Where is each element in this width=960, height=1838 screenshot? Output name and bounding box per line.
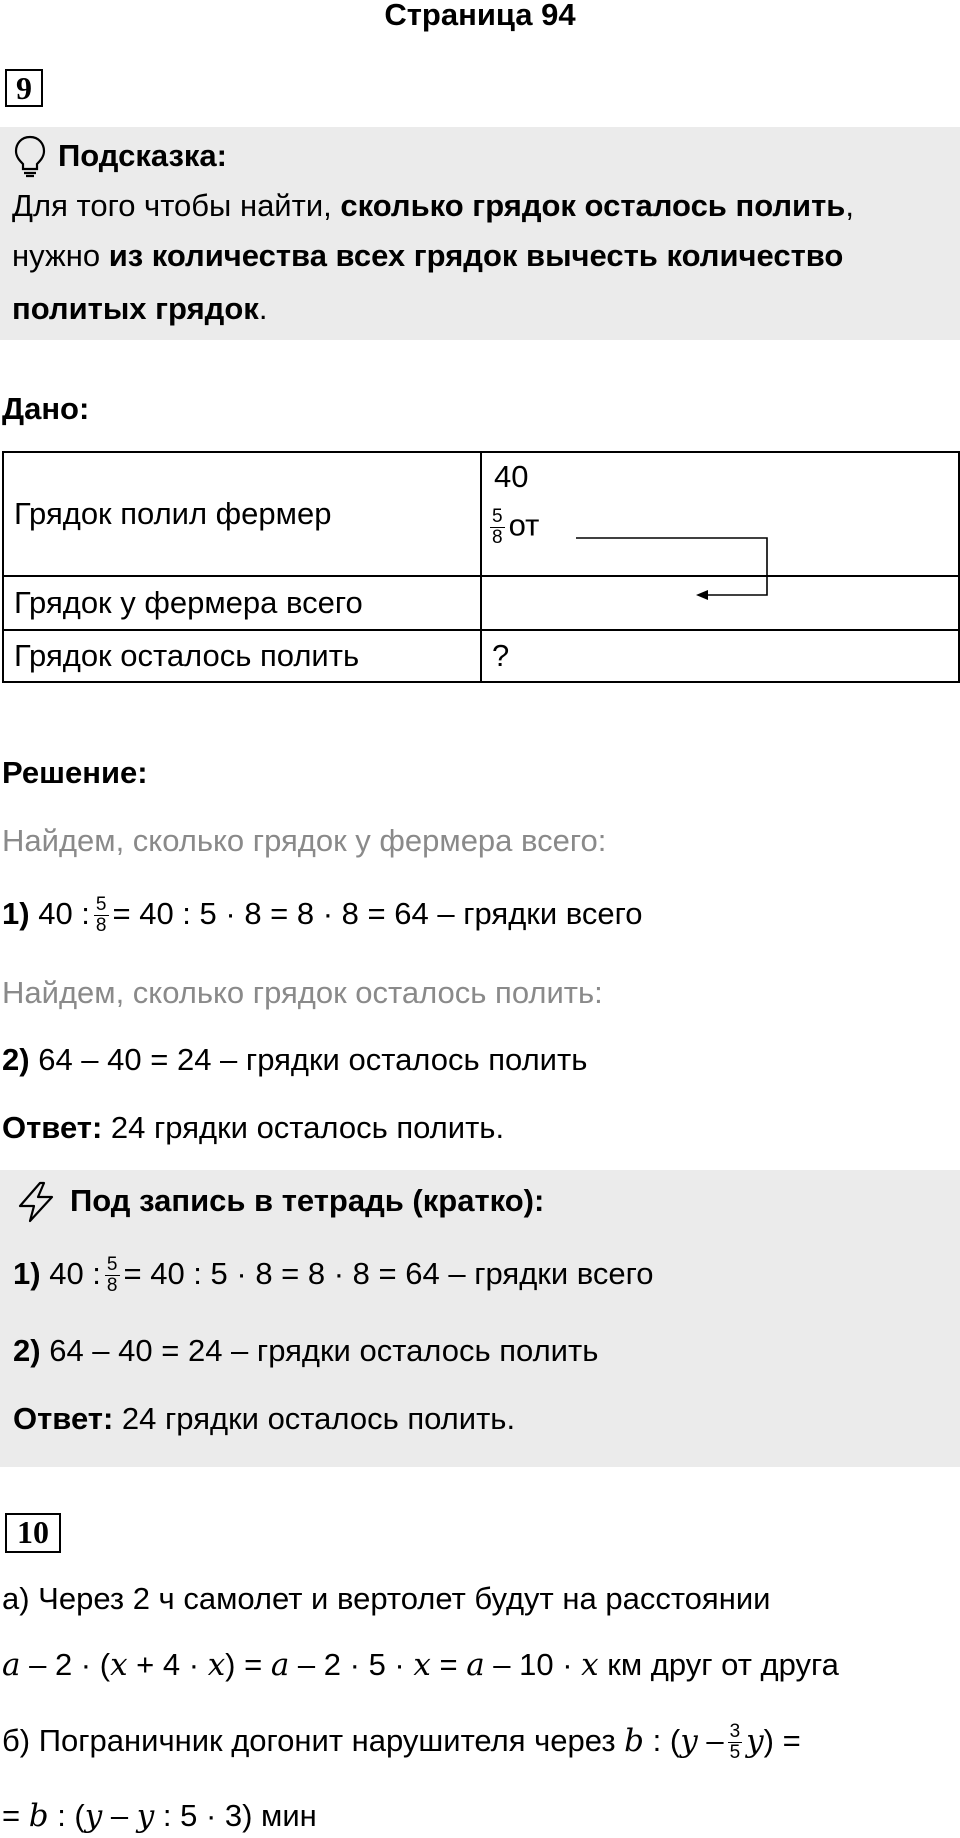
hint-line1-bold: сколько грядок осталось полить (340, 188, 846, 223)
row-value: ? (492, 638, 510, 673)
fraction-5-8: $\frac{5}{8}$ (106, 1254, 118, 1297)
step1-a: 40 : (38, 896, 90, 931)
notebook-answer-label: Ответ: (13, 1401, 114, 1436)
solution-label: Решение: (2, 755, 148, 790)
task-10-number-box (5, 1513, 61, 1553)
notebook-title: Под запись в тетрадь (кратко): (70, 1183, 545, 1218)
answer-line (2, 1109, 504, 1147)
table-row (3, 452, 959, 576)
fraction-5-8: $\frac{5}{8}$ (492, 506, 503, 548)
notebook-answer-line (13, 1400, 515, 1438)
row-label: Грядок у фермера всего (14, 585, 363, 620)
hint-line3-c: . (258, 291, 268, 326)
table-cell-value (481, 630, 959, 682)
table-cell-label (3, 576, 481, 630)
hint-line1-c: , (845, 188, 854, 223)
row-label: Грядок осталось полить (14, 638, 360, 673)
table-row (3, 630, 959, 682)
step2-number: 2) (2, 1042, 30, 1077)
row-value-fraction-line (490, 507, 539, 548)
notebook-step1-a: 40 : (49, 1256, 101, 1291)
notebook-step2-text: 64 – 40 = 24 – грядки осталось полить (49, 1333, 599, 1368)
row-value-ot: от (508, 507, 540, 543)
task10-a-line1: а) Через 2 ч самолет и вертолет будут на расстоянии (2, 1581, 771, 1616)
hint-line2-bold: из количества всех грядок вычесть количество (108, 238, 844, 273)
notebook-step2-number: 2) (13, 1333, 41, 1368)
task-9-number: 9 (16, 70, 32, 106)
hint-title: Подсказка: (58, 138, 227, 173)
hint-block (0, 127, 960, 340)
page-title: Страница 94 (384, 0, 576, 32)
given-label: Дано: (2, 391, 90, 426)
table-cell-label (3, 630, 481, 682)
lightbulb-icon (12, 134, 48, 178)
step2-text: 64 – 40 = 24 – грядки осталось полить (38, 1042, 588, 1077)
table-cell-label (3, 452, 481, 576)
task10-b-line1: б) Пограничник догонит нарушителя через b : (y – $\frac{3}{5}$ y) = (2, 1721, 801, 1764)
answer-label: Ответ: (2, 1110, 103, 1145)
task10-a-line2: a – 2 · (x + 4 · x) = a – 2 · 5 · x = a – 10 · x км друг от друга (2, 1647, 839, 1683)
row-label: Грядок полил фермер (14, 496, 332, 531)
hint-line-3 (12, 290, 267, 328)
connector-arrow-icon (570, 530, 780, 600)
notebook-step1-line (13, 1255, 654, 1296)
step1-line (2, 895, 643, 936)
lightning-icon (14, 1180, 58, 1224)
task-9-number-box (5, 69, 43, 107)
step2-line (2, 1041, 587, 1079)
hint-line-1 (12, 187, 854, 225)
step1-note: Найдем, сколько грядок у фермера всего: (2, 823, 607, 858)
row-value-40: 40 (494, 459, 529, 494)
task10-b-line2: = b : (y – y : 5 · 3) мин (2, 1798, 317, 1834)
hint-line1-a: Для того чтобы найти, (12, 188, 341, 223)
notebook-block (0, 1170, 960, 1467)
notebook-step1-number: 1) (13, 1256, 41, 1291)
step1-b: = 40 : 5 · 8 = 8 · 8 = 64 – грядки всего (112, 896, 643, 931)
step2-note: Найдем, сколько грядок осталось полить: (2, 975, 603, 1010)
notebook-step2-line (13, 1332, 598, 1370)
notebook-step1-b: = 40 : 5 · 8 = 8 · 8 = 64 – грядки всего (123, 1256, 654, 1291)
hint-line3-bold: политых грядок (12, 291, 259, 326)
given-table (2, 451, 960, 683)
step1-number: 1) (2, 896, 30, 931)
hint-line-2 (12, 237, 843, 275)
table-row (3, 576, 959, 630)
fraction-3-5: $\frac{3}{5}$ (729, 1721, 741, 1764)
answer-text: 24 грядки осталось полить. (110, 1110, 505, 1145)
task-10-number: 10 (17, 1514, 49, 1550)
hint-line2-a: нужно (12, 238, 109, 273)
fraction-5-8: $\frac{5}{8}$ (95, 894, 107, 937)
notebook-answer-text: 24 грядки осталось полить. (121, 1401, 516, 1436)
